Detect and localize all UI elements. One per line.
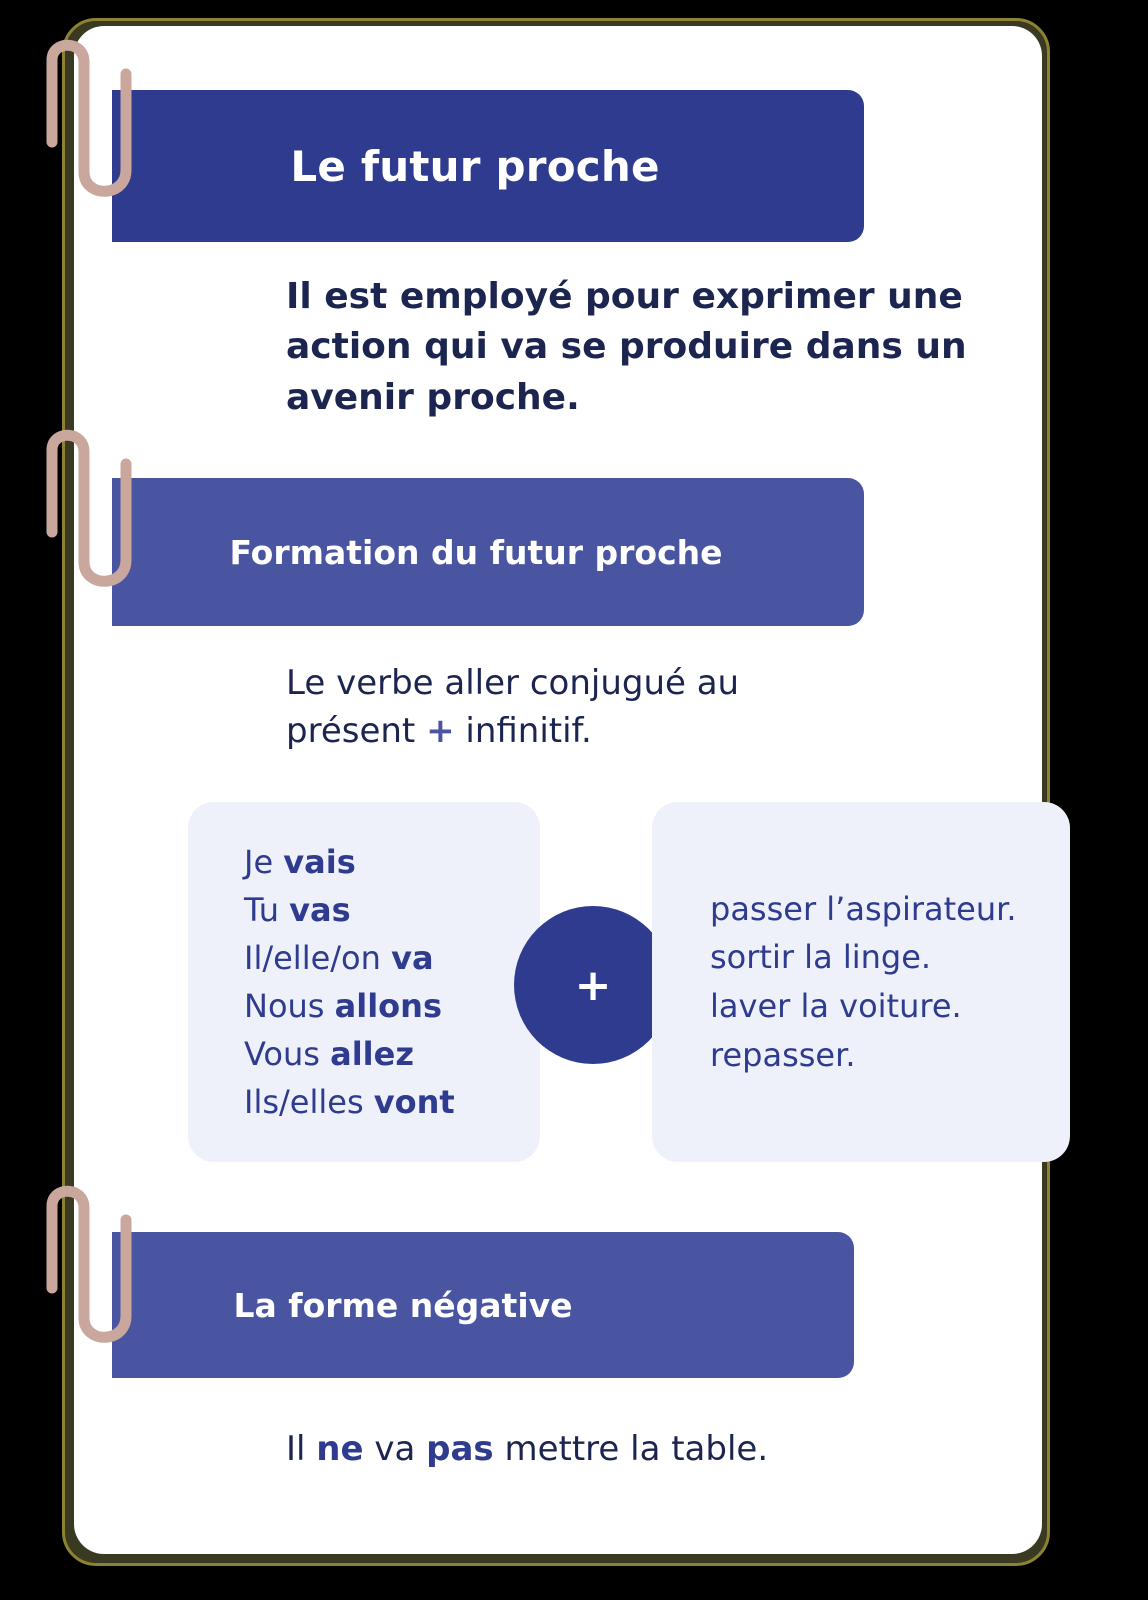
conjugation-pronoun: Nous xyxy=(244,987,335,1025)
list-item xyxy=(244,934,540,982)
formation-rule-prefix: Le verbe aller conjugué au présent xyxy=(286,663,740,751)
section-banner-formation xyxy=(112,478,864,626)
negative-particle-pas: pas xyxy=(426,1429,494,1469)
list-item xyxy=(244,1078,540,1126)
list-item: passer l’aspirateur. xyxy=(710,889,1017,928)
banner-title-futur-proche: Le futur proche xyxy=(290,141,660,191)
list-item xyxy=(244,982,540,1030)
section-banner-negative xyxy=(112,1232,854,1378)
white-card xyxy=(74,26,1042,1554)
negative-example xyxy=(286,1426,986,1474)
list-item: laver la voiture. xyxy=(710,987,962,1025)
negative-part-c: mettre la table. xyxy=(493,1429,769,1469)
section-banner-futur-proche xyxy=(112,90,864,242)
list-item xyxy=(244,1030,540,1078)
conjugation-verb: vont xyxy=(373,1083,455,1121)
conjugation-verb: vais xyxy=(283,843,356,881)
conjugation-verb: va xyxy=(391,939,434,977)
negative-part-a: Il xyxy=(286,1429,317,1469)
conjugation-pronoun: Il/elle/on xyxy=(244,939,392,977)
conjugation-box xyxy=(188,802,540,1162)
infinitive-box xyxy=(652,802,1070,1162)
conjugation-pronoun: Je xyxy=(244,843,284,881)
list-item: sortir la linge. xyxy=(710,938,932,977)
conjugation-pronoun: Tu xyxy=(244,891,290,929)
conjugation-pronoun: Ils/elles xyxy=(244,1083,374,1121)
intro-paragraph: Il est employé pour exprimer une action qui va se produire dans un avenir proche. xyxy=(286,276,967,418)
formation-rule-plus: + xyxy=(426,710,455,751)
list-item xyxy=(244,838,540,886)
banner-title-negative: La forme négative xyxy=(233,1285,573,1325)
conjugation-verb: vas xyxy=(289,891,351,929)
list-item xyxy=(244,886,540,934)
negative-part-b: va xyxy=(363,1429,427,1469)
banner-title-formation: Formation du futur proche xyxy=(229,532,723,572)
negative-particle-ne: ne xyxy=(316,1429,364,1469)
list-item: repasser. xyxy=(710,1035,856,1074)
plus-symbol-badge: + xyxy=(514,906,672,1064)
conjugation-verb: allez xyxy=(330,1035,414,1073)
formation-rule xyxy=(286,660,846,755)
conjugation-pronoun: Vous xyxy=(244,1035,331,1073)
formation-rule-suffix: infinitif. xyxy=(454,710,592,751)
conjugation-verb: allons xyxy=(334,987,442,1025)
